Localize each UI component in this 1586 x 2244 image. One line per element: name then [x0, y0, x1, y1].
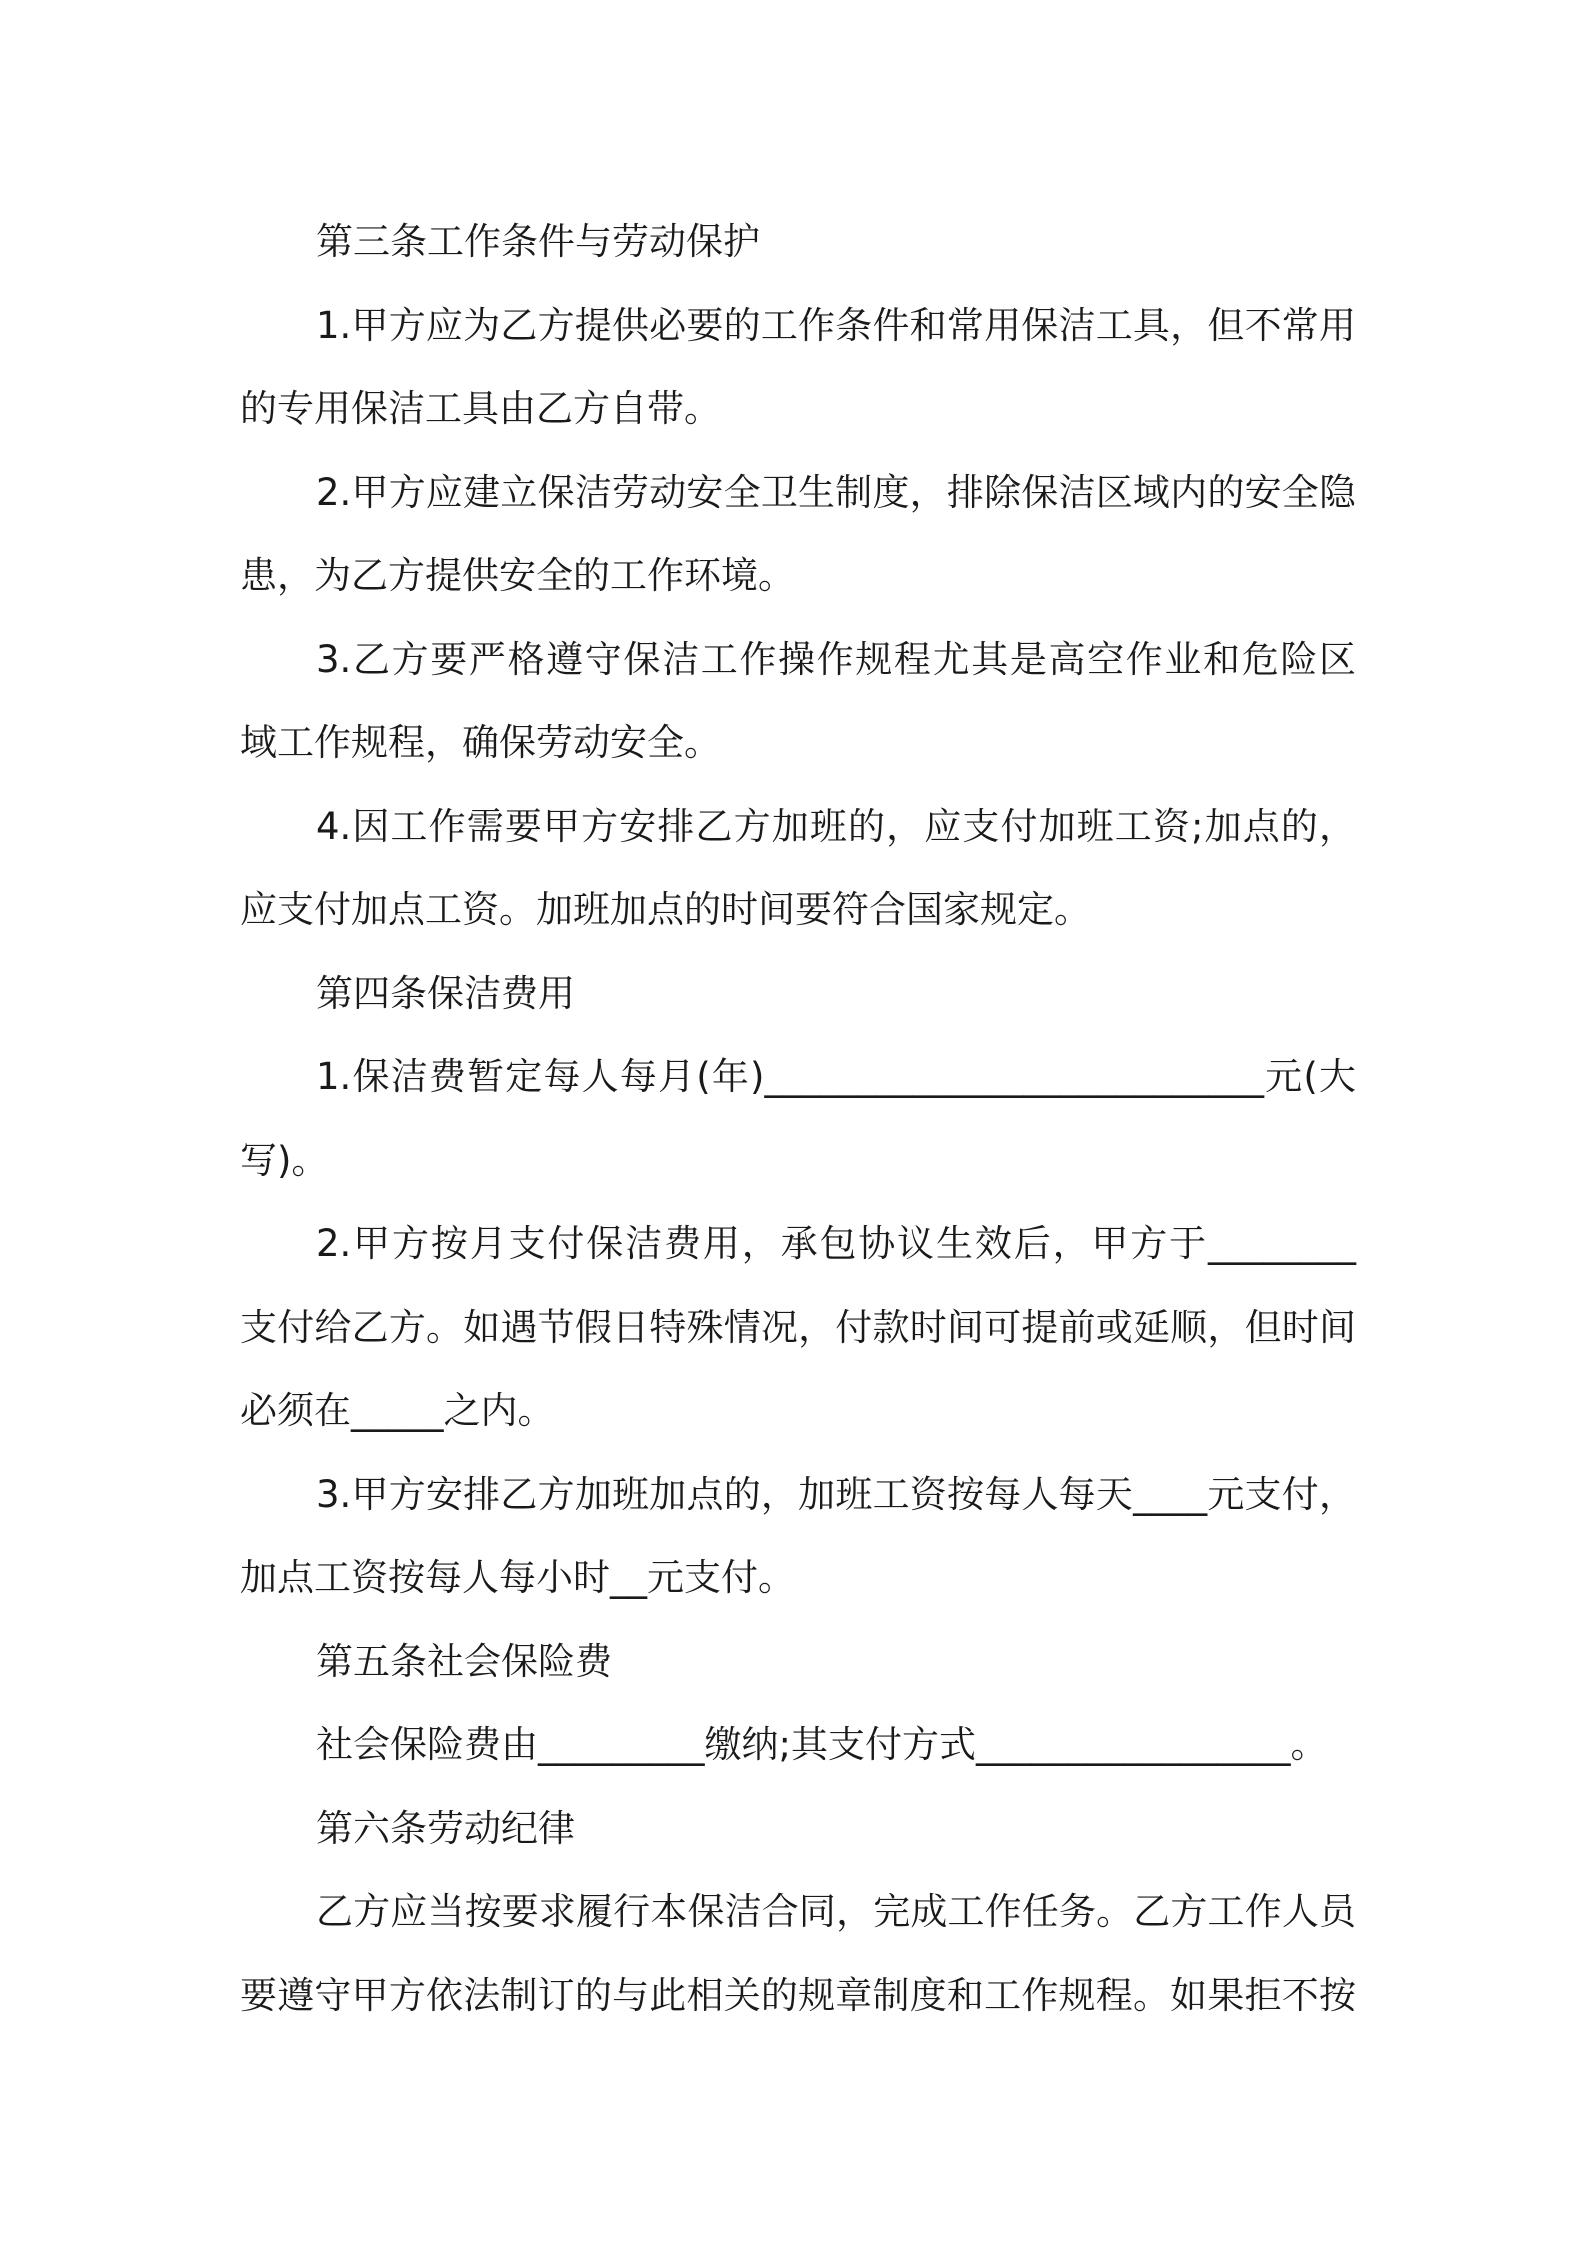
- document-line: 2.甲方按月支付保洁费用，承包协议生效后，甲方于________: [316, 1222, 1356, 1265]
- document-line: 域工作规程，确保劳动安全。: [240, 721, 721, 764]
- document-line: 1.保洁费暂定每人每月(年)___________________________元(大: [316, 1055, 1356, 1098]
- document-line: 3.甲方安排乙方加班加点的，加班工资按每人每天____元支付，: [316, 1472, 1356, 1516]
- document-line: 社会保险费由_________缴纳;其支付方式_________________。: [316, 1723, 1328, 1766]
- document-line: 1.甲方应为乙方提供必要的工作条件和常用保洁工具，但不常用: [316, 303, 1356, 347]
- document-page: [240, 200, 1356, 2037]
- document-line: 3.乙方要严格遵守保洁工作操作规程尤其是高空作业和危险区: [316, 637, 1356, 681]
- document-line: 第六条劳动纪律: [316, 1806, 575, 1850]
- document-line: 4.因工作需要甲方安排乙方加班的，应支付加班工资;加点的，: [316, 804, 1356, 848]
- document-line: 支付给乙方。如遇节假日特殊情况，付款时间可提前或延顺，但时间: [240, 1305, 1356, 1349]
- document-line: 第四条保洁费用: [316, 971, 575, 1015]
- document-line: 2.甲方应建立保洁劳动安全卫生制度，排除保洁区域内的安全隐: [316, 470, 1356, 514]
- document-line: 要遵守甲方依法制订的与此相关的规章制度和工作规程。如果拒不按: [240, 1973, 1356, 2017]
- document-line: 患，为乙方提供安全的工作环境。: [240, 554, 795, 597]
- document-line: 第三条工作条件与劳动保护: [316, 220, 760, 263]
- document-line: 应支付加点工资。加班加点的时间要符合国家规定。: [240, 888, 1091, 931]
- document-line: 第五条社会保险费: [316, 1639, 612, 1683]
- document-line: 乙方应当按要求履行本保洁合同，完成工作任务。乙方工作人员: [316, 1890, 1356, 1933]
- document-line: 必须在_____之内。: [240, 1389, 555, 1432]
- document-line: 加点工资按每人每小时__元支付。: [240, 1556, 795, 1599]
- document-line: 的专用保洁工具由乙方自带。: [240, 387, 721, 430]
- document-line: 写)。: [240, 1138, 329, 1182]
